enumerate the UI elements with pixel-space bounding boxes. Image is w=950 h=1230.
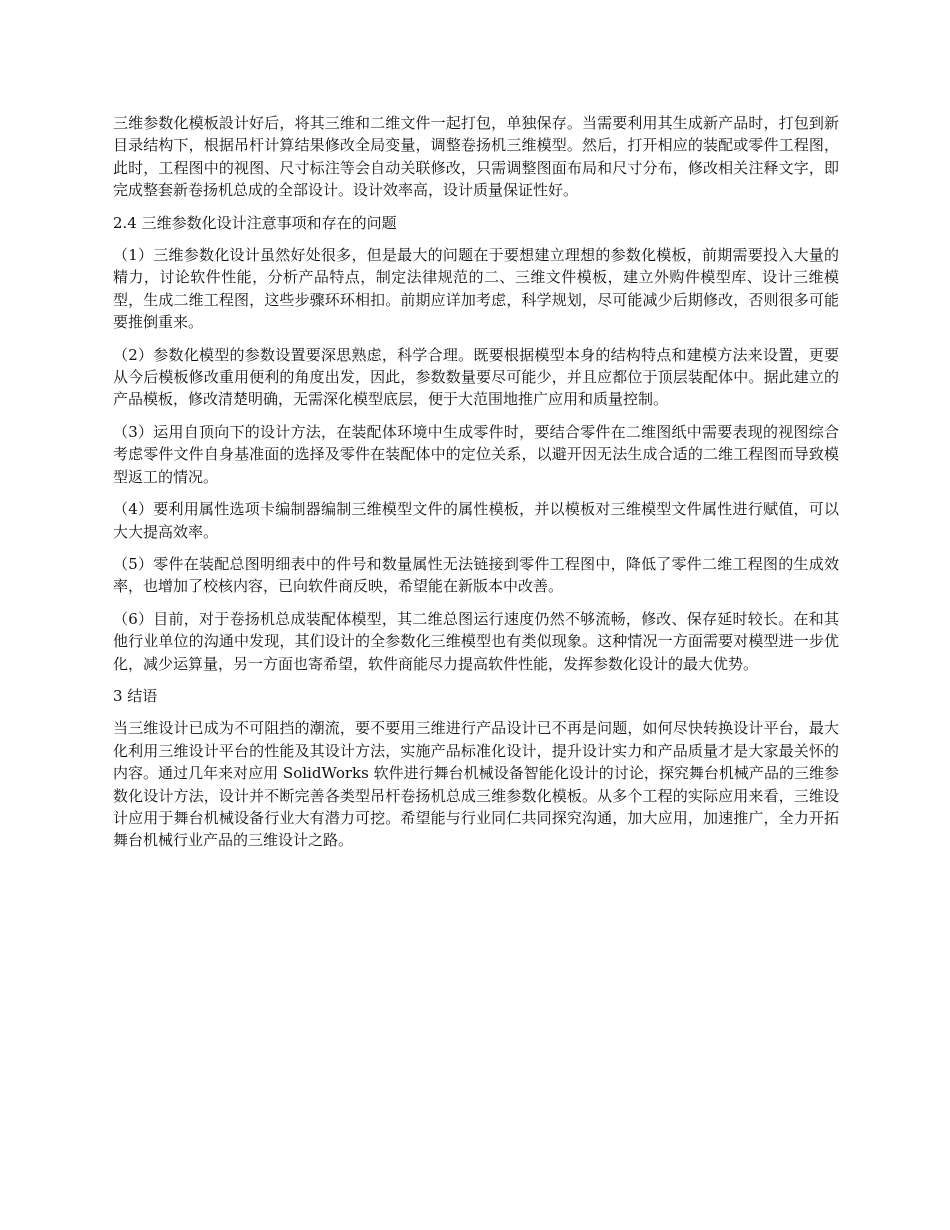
- item-1-paragraph: （1）三维参数化设计虽然好处很多，但是最大的问题在于要想建立理想的参数化模板，前期需要投入大量的精力，讨论软件性能，分析产品特点，制定法律规范的二、三维文件模板，建立外购件模型库、设计三维模型，生成二维工程图，这些步骤环环相扣。前期应详加考虑，科学规划，尽可能减少后期修改，否则很多可能要推倒重来。: [113, 246, 839, 332]
- item-3-paragraph: （3）运用自顶向下的设计方法，在装配体环境中生成零件时，要结合零件在二维图纸中需要表现的视图综合考虑零件文件自身基准面的选择及零件在装配体中的定位关系，以避开因无法生成合适的二维工程图而导致模型返工的情况。: [113, 422, 839, 486]
- item-2-paragraph: （2）参数化模型的参数设置要深思熟虑，科学合理。既要根据模型本身的结构特点和建模方法来设置，更要从今后模板修改重用便利的角度出发，因此，参数数量要尽可能少，并且应都位于顶层装配体中。据此建立的产品模板，修改清楚明确，无需深化模型底层，便于大范围地推广应用和质量控制。: [113, 345, 839, 409]
- item-6-paragraph: （6）目前，对于卷扬机总成装配体模型，其二维总图运行速度仍然不够流畅，修改、保存延时较长。在和其他行业单位的沟通中发现，其们设计的全参数化三维模型也有类似现象。这种情况一方面需要对模型进一步优化，减少运算量，另一方面也寄希望，软件商能尽力提高软件性能，发挥参数化设计的最大优势。: [113, 609, 839, 673]
- document-body: [113, 112, 839, 862]
- item-5-paragraph: （5）零件在装配总图明细表中的件号和数量属性无法链接到零件工程图中，降低了零件二维工程图的生成效率，也增加了校核内容，已向软件商反映，希望能在新版本中改善。: [113, 554, 839, 596]
- section-3-heading: 3 结语: [113, 686, 158, 705]
- intro-paragraph: 三维参数化模板設计好后，将其三维和二维文件一起打包，单独保存。当需要利用其生成新产品时，打包到新目录结构下，根据吊杆计算结果修改全局变量，调整卷扬机三维模型。然后，打开相应的装配或零件工程图，此时，工程图中的视图、尺寸标注等会自动关联修改，只需调整图面布局和尺寸分布，修改相关注释文字，即完成整套新卷扬机总成的全部设计。设计效率高，设计质量保证性好。: [113, 114, 839, 200]
- item-4-paragraph: （4）要利用属性选项卡编制器编制三维模型文件的属性模板，并以模板对三维模型文件属性进行赋值，可以大大提高效率。: [113, 500, 839, 541]
- section-2-4-heading: 2.4 三维参数化设计注意事项和存在的问题: [113, 213, 397, 232]
- conclusion-paragraph: 当三维设计已成为不可阻挡的潮流，要不要用三维进行产品设计已不再是问题，如何尽快转换设计平台，最大化利用三维设计平台的性能及其设计方法，实施产品标准化设计，提升设计实力和产品质量才是大家最关怀的内容。通过几年来对应用 SolidWorks 软件进行舞台机械设备智能化设计的讨论，探究舞台机械产品的三维参数化设计方法，设计并不断完善各类型吊杆卷扬机总成三维参数化模板。从多个工程的实际应用来看，三维设计应用于舞台机械设备行业大有潜力可挖。希望能与行业同仁共同探究沟通，加大应用，加速推广，全力开拓舞台机械行业产品的三维设计之路。: [113, 719, 839, 850]
